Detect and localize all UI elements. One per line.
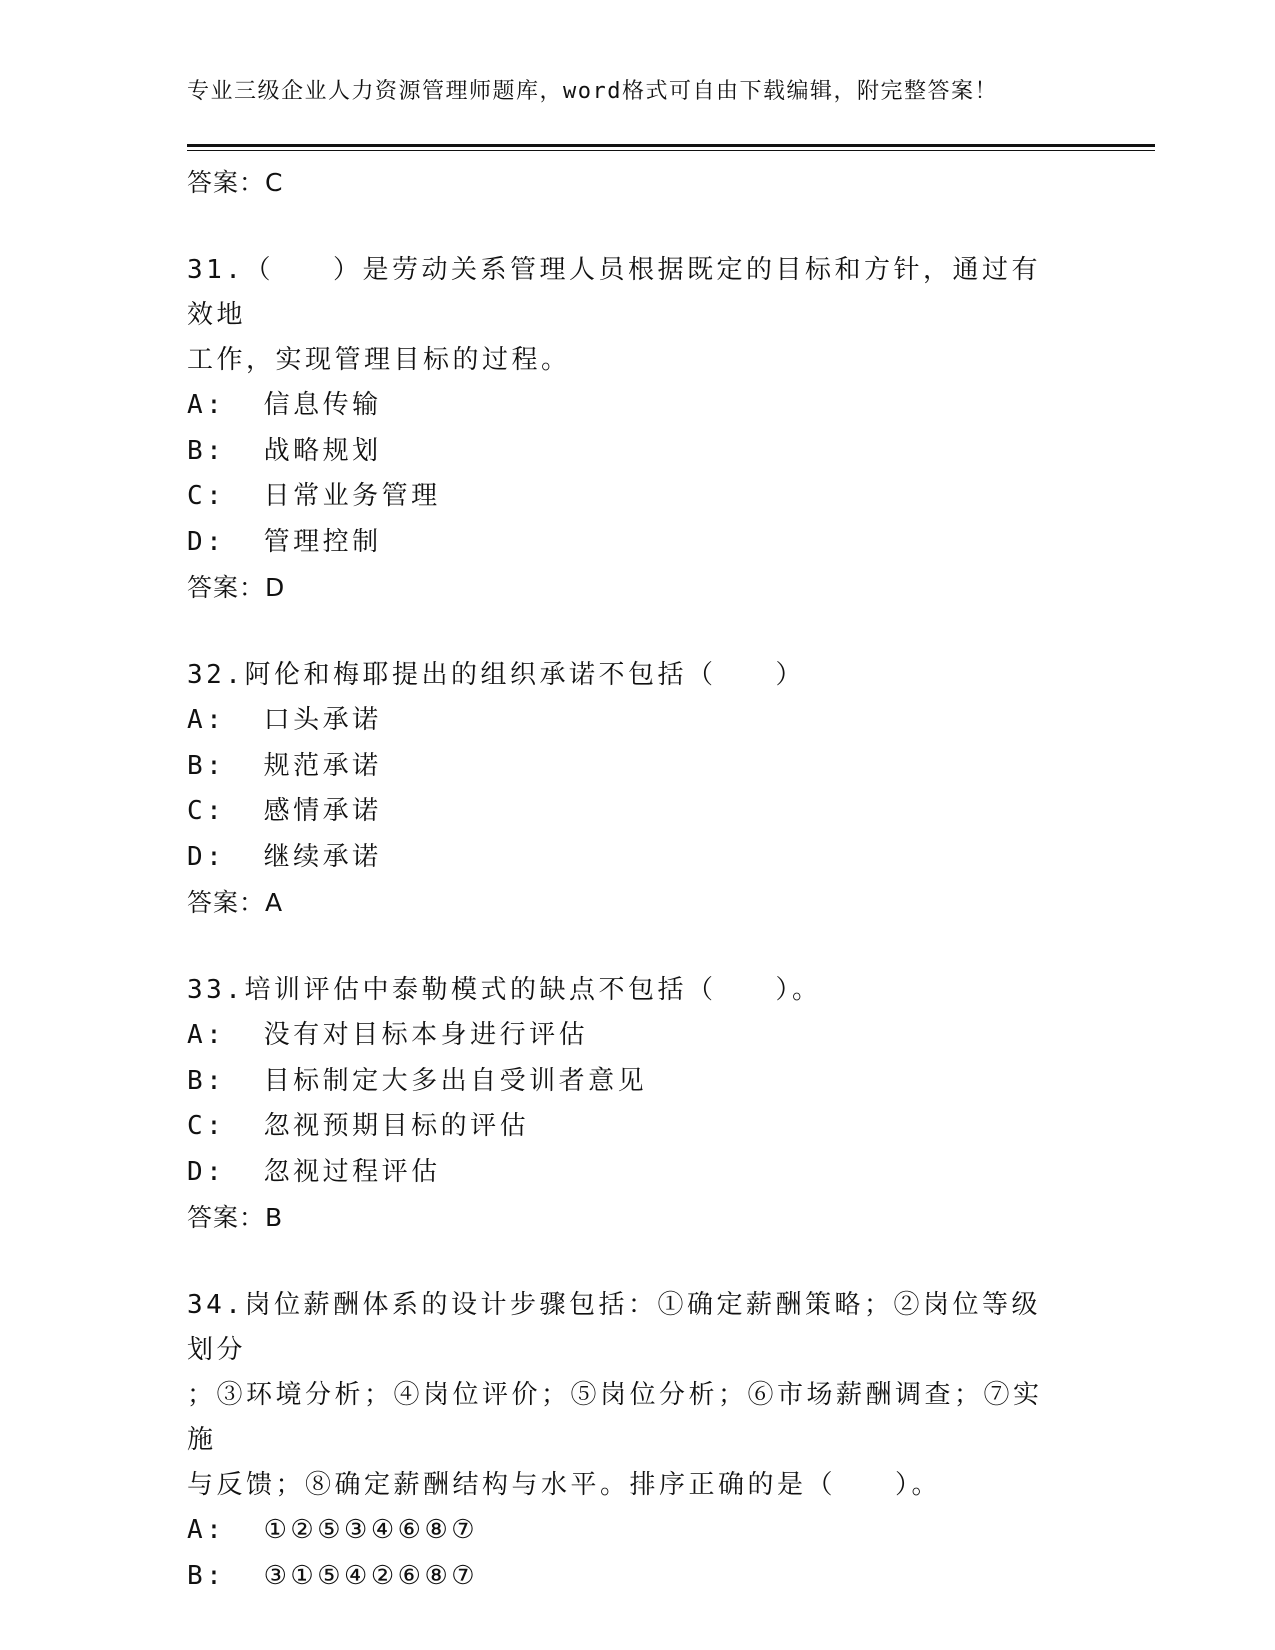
option-b: B: ③①⑤④②⑥⑧⑦ xyxy=(187,1560,479,1591)
answer-label: 答案：A xyxy=(187,888,284,917)
option-d: D: 忽视过程评估 xyxy=(187,1156,441,1187)
document-header: 专业三级企业人力资源管理师题库，word格式可自由下载编辑，附完整答案！ xyxy=(187,79,998,104)
option-d: D: 管理控制 xyxy=(187,526,382,557)
header-rule-thick xyxy=(187,144,1155,147)
option-a: A: 没有对目标本身进行评估 xyxy=(187,1020,589,1050)
question-34 xyxy=(187,1283,1067,1599)
option-b: B: 目标制定大多出自受训者意见 xyxy=(187,1065,648,1096)
option-d: D: 继续承诺 xyxy=(187,841,382,872)
question-stem-line: 34.岗位薪酬体系的设计步骤包括：①确定薪酬策略；②岗位等级划分 xyxy=(187,1290,1041,1365)
question-stem-line: 31.（ ）是劳动关系管理人员根据既定的目标和方针，通过有效地 xyxy=(187,255,1041,330)
question-stem-line: 33.培训评估中泰勒模式的缺点不包括（ ）。 xyxy=(187,975,822,1005)
question-31 xyxy=(187,248,1067,611)
question-stem-line: 与反馈；⑧确定薪酬结构与水平。排序正确的是（ ）。 xyxy=(187,1470,942,1500)
answer-label: 答案：D xyxy=(187,573,286,602)
option-a: A: ①②⑤③④⑥⑧⑦ xyxy=(187,1515,479,1545)
option-b: B: 规范承诺 xyxy=(187,750,382,781)
question-32 xyxy=(187,653,1067,926)
header-rule-thin xyxy=(187,150,1155,151)
question-stem-line: ；③环境分析；④岗位评价；⑤岗位分析；⑥市场薪酬调查；⑦实施 xyxy=(187,1380,1043,1455)
option-b: B: 战略规划 xyxy=(187,435,382,466)
question-list xyxy=(187,160,1067,1599)
option-c: C: 忽视预期目标的评估 xyxy=(187,1111,530,1141)
option-c: C: 感情承诺 xyxy=(187,796,382,826)
question-stem-line: 32.阿伦和梅耶提出的组织承诺不包括（ ） xyxy=(187,660,805,690)
question-33 xyxy=(187,968,1067,1241)
question-stem-line: 工作，实现管理目标的过程。 xyxy=(187,345,571,375)
option-c: C: 日常业务管理 xyxy=(187,481,441,511)
option-a: A: 口头承诺 xyxy=(187,705,382,735)
answer-label: 答案：B xyxy=(187,1203,284,1232)
previous-answer: 答案：C xyxy=(187,168,284,197)
option-a: A: 信息传输 xyxy=(187,390,382,420)
